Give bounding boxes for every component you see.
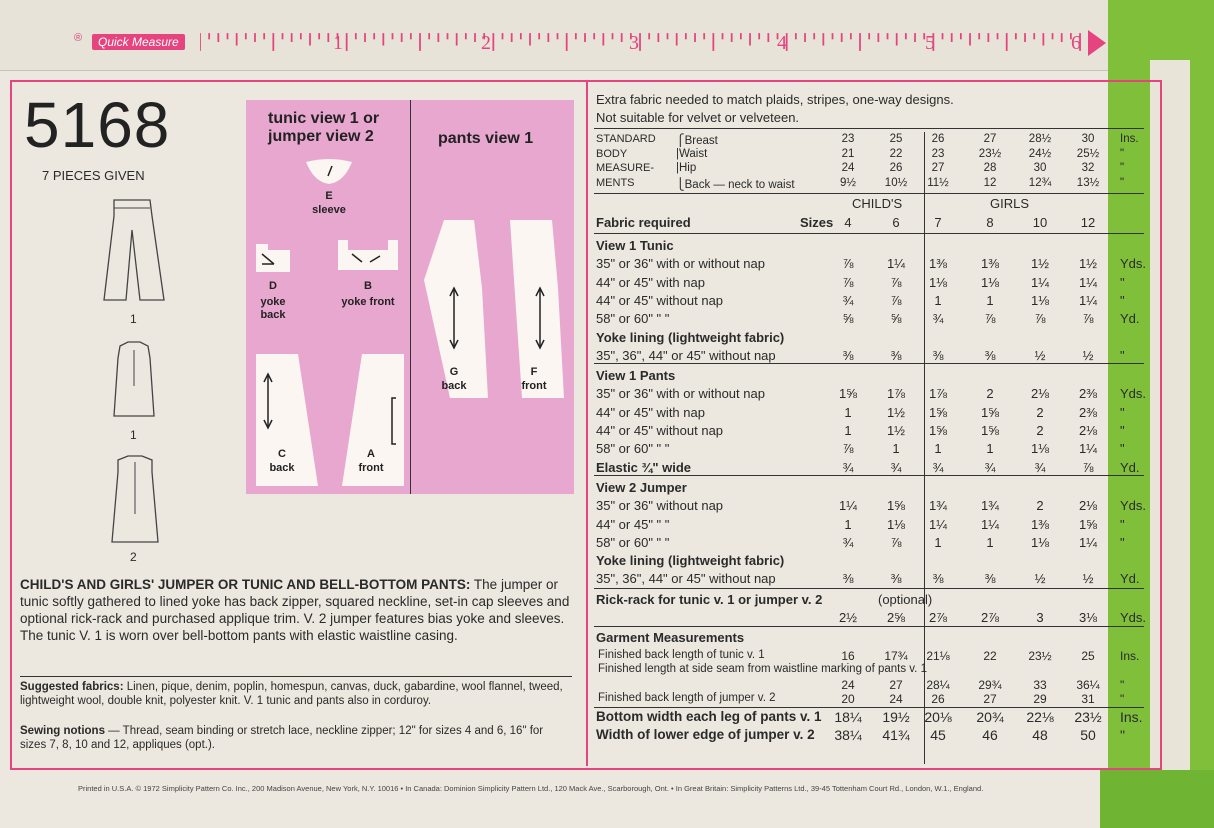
value-cell: 48 <box>1032 726 1048 743</box>
rickrack-label: Rick-rack for tunic v. 1 or jumper v. 2 <box>596 591 823 607</box>
value-cell: 28¼ <box>926 677 950 692</box>
value-cell: 2 <box>986 386 994 402</box>
value-cell: 12¾ <box>1028 176 1052 189</box>
value-cell: 7 <box>934 215 942 230</box>
value-cell: ⅜ <box>932 347 944 363</box>
value-cell: 33 <box>1033 677 1047 692</box>
row-label: 44" or 45" without nap <box>596 423 724 438</box>
green-tape-bottom <box>1100 770 1214 828</box>
value-cell: 21 <box>841 147 855 160</box>
piece-e-name: sleeve <box>312 204 346 216</box>
value-cell: 1⅝ <box>980 423 1000 438</box>
value-cell: 20 <box>841 691 855 706</box>
value-cell: 41¾ <box>882 726 910 743</box>
value-cell: 1 <box>844 404 852 420</box>
row-label: 35", 36", 44" or 45" without nap <box>596 571 776 587</box>
value-cell: 1⅛ <box>1030 534 1050 550</box>
row-label: Bottom width each leg of pants v. 1 <box>596 708 822 724</box>
view-2-jumper-sketch <box>108 454 162 546</box>
value-cell: 11½ <box>927 176 949 189</box>
value-cell: 1⅝ <box>838 386 858 402</box>
row-label: 58" or 60" " " <box>596 534 670 550</box>
section-heading: Elastic ¾" wide <box>596 459 692 475</box>
value-cell: 1 <box>934 534 942 550</box>
value-cell: 2⅜ <box>1078 386 1098 402</box>
value-cell: 27 <box>983 133 997 145</box>
value-cell: 23½ <box>1028 648 1052 663</box>
table-rule <box>594 588 1144 589</box>
body-measure-label: ⎧Breast <box>676 135 718 147</box>
value-cell: 10½ <box>884 176 908 189</box>
value-cell: 1 <box>986 534 994 550</box>
divider <box>594 128 1144 129</box>
value-cell: 1⅝ <box>886 498 906 514</box>
ruler-number: 1 <box>333 32 343 54</box>
value-cell: ⅝ <box>890 311 902 327</box>
value-cell: ½ <box>1034 347 1046 363</box>
value-cell: 1⅞ <box>886 386 906 402</box>
standard-body-label: BODY <box>596 147 628 160</box>
value-cell: 25 <box>1081 648 1095 663</box>
value-cell: ¾ <box>932 311 944 327</box>
fabric-required-label: Fabric required <box>596 215 691 230</box>
standard-body-label: STANDARD <box>596 133 656 145</box>
suggested-fabrics <box>20 680 572 708</box>
value-cell: 1½ <box>1078 256 1098 272</box>
value-cell: 1¼ <box>1078 534 1098 550</box>
value-cell: 20¾ <box>976 708 1004 725</box>
ruler-arrow-icon <box>1088 30 1106 56</box>
value-cell: 1⅛ <box>980 274 1000 290</box>
table-rule <box>594 233 1144 234</box>
value-cell: 27 <box>931 162 945 174</box>
sizes-label: Sizes <box>800 215 834 230</box>
ruler-number: 6 <box>1071 32 1081 54</box>
value-cell: 12 <box>983 176 997 189</box>
quick-measure-label: Quick Measure <box>92 34 185 50</box>
piece-d-name: yoke back <box>260 296 286 321</box>
value-cell: 1½ <box>886 423 906 438</box>
value-cell: 26 <box>931 691 945 706</box>
piece-f-name: front <box>521 380 547 392</box>
value-cell: 23 <box>841 133 855 145</box>
velvet-note: Not suitable for velvet or velveteen. <box>596 110 800 125</box>
row-label: Width of lower edge of jumper v. 2 <box>596 726 815 742</box>
garment-measurements-heading: Garment Measurements <box>596 630 745 646</box>
value-cell: ⅝ <box>842 311 854 327</box>
ruler-number: 2 <box>481 32 491 54</box>
unit-cell: " <box>1120 347 1125 363</box>
value-cell: ⅞ <box>890 274 902 290</box>
value-cell: 2⅛ <box>1078 423 1098 438</box>
value-cell: ⅞ <box>842 256 854 272</box>
sewing-notions <box>20 724 572 752</box>
value-cell: ⅜ <box>890 571 902 587</box>
piece-b-letter: B <box>364 280 372 292</box>
row-label: 35" or 36" with or without nap <box>596 386 765 402</box>
value-cell: ⅞ <box>1082 311 1094 327</box>
section-heading: Yoke lining (lightweight fabric) <box>596 553 785 569</box>
pieces-count: 7 PIECES GIVEN <box>42 168 145 183</box>
standard-body-label: MEASURE- <box>596 162 655 174</box>
piece-a-letter: A <box>367 448 375 460</box>
value-cell: ¾ <box>1034 459 1046 475</box>
pattern-number: 5168 <box>24 89 171 161</box>
value-cell: 30 <box>1033 162 1047 174</box>
unit-cell: " <box>1120 534 1125 550</box>
fabrics-text: Linen, pique, denim, poplin, homespun, canvas, duck, gabardine, wool flannel, tweed, lightweight wool, double knit, polyester knit. V. 1 tunic and pants also in corduroy. <box>20 681 563 707</box>
value-cell: 1⅞ <box>928 386 948 402</box>
value-cell: 1⅜ <box>980 256 1000 272</box>
value-cell: 1 <box>892 441 900 457</box>
row-label: 58" or 60" " " <box>596 311 670 327</box>
value-cell: 27 <box>889 677 903 692</box>
unit-cell: " <box>1120 162 1125 174</box>
value-cell: ⅜ <box>932 571 944 587</box>
value-cell: ⅞ <box>842 274 854 290</box>
value-cell: 1¼ <box>838 498 858 514</box>
value-cell: ¾ <box>842 292 854 308</box>
piece-a-name: front <box>358 462 384 474</box>
value-cell: 46 <box>982 726 998 743</box>
value-cell: 1¼ <box>1078 441 1098 457</box>
ruler-number: 3 <box>629 32 639 54</box>
unit-cell: " <box>1120 147 1125 160</box>
value-cell: ⅞ <box>842 441 854 457</box>
piece-e-letter: E <box>325 190 333 202</box>
value-cell: 36¼ <box>1076 677 1100 692</box>
view-number: 1 <box>130 428 137 442</box>
value-cell: 1 <box>934 441 942 457</box>
unit-cell: " <box>1120 176 1125 189</box>
value-cell: 4 <box>844 215 852 230</box>
piece-g-name: back <box>441 380 467 392</box>
value-cell: 1 <box>986 292 994 308</box>
value-cell: 32 <box>1081 162 1095 174</box>
piece-b-shape <box>336 236 400 272</box>
notions-text: — Thread, seam binding or stretch lace, neckline zipper; 12" for sizes 4 and 6, 16" for sizes 7, 8, 10 and 12, appliques (opt.). <box>20 725 544 751</box>
unit-cell: " <box>1120 423 1125 438</box>
description-text: The jumper or tunic softly gathered to lined yoke has back zipper, squared neckline, set-in cap sleeves and optional rick-rack and purchased applique trim. V. 2 jumper features bias yoke and sleeves. The tunic V. 1 is worn over bell-bottom pants with elastic waistline casing. <box>20 577 570 643</box>
value-cell: 3⅛ <box>1078 610 1098 625</box>
value-cell: 25 <box>889 133 903 145</box>
value-cell: ½ <box>1034 571 1046 587</box>
value-cell: 1¼ <box>1078 292 1098 308</box>
value-cell: 31 <box>1081 691 1095 706</box>
value-cell: 8 <box>986 215 994 230</box>
value-cell: 1⅛ <box>886 516 906 532</box>
table-rule <box>594 626 1144 627</box>
value-cell: 38¼ <box>834 726 862 743</box>
value-cell: ⅜ <box>984 571 996 587</box>
view-number: 1 <box>130 312 137 326</box>
value-cell: 23½ <box>978 147 1002 160</box>
piece-b-name: yoke front <box>341 296 395 308</box>
value-cell: 2⅝ <box>886 610 906 625</box>
value-cell: 1¾ <box>980 498 1000 514</box>
row-label: Finished back length of jumper v. 2 <box>598 691 776 704</box>
body-measure-label: ⎩Back — neck to waist <box>676 178 795 191</box>
row-label: 58" or 60" " " <box>596 441 670 457</box>
value-cell: 1⅝ <box>980 404 1000 420</box>
value-cell: 1 <box>934 292 942 308</box>
value-cell: ⅜ <box>842 347 854 363</box>
value-cell: ½ <box>1082 347 1094 363</box>
fabrics-label: Suggested fabrics: <box>20 681 124 693</box>
value-cell: 29 <box>1033 691 1047 706</box>
optional-label: (optional) <box>878 591 933 607</box>
value-cell: 22 <box>983 648 997 663</box>
value-cell: ⅜ <box>842 571 854 587</box>
divider <box>20 676 572 677</box>
value-cell: ⅜ <box>984 347 996 363</box>
unit-cell: " <box>1120 516 1125 532</box>
value-cell: 28½ <box>1028 133 1052 145</box>
section-heading: View 2 Jumper <box>596 479 687 495</box>
table-rule <box>594 475 1144 476</box>
value-cell: ¾ <box>890 459 902 475</box>
value-cell: ⅞ <box>1082 459 1094 475</box>
table-rule <box>594 707 1144 708</box>
unit-cell: " <box>1120 691 1125 706</box>
value-cell: 2⅛ <box>1030 386 1050 402</box>
value-cell: ⅜ <box>890 347 902 363</box>
piece-e-shape <box>304 158 354 188</box>
value-cell: 28 <box>983 162 997 174</box>
pieces-divider <box>410 100 411 494</box>
piece-c-letter: C <box>278 448 286 460</box>
value-cell: 19½ <box>882 708 910 725</box>
value-cell: 24 <box>841 162 855 174</box>
pants-title: pants view 1 <box>438 130 534 147</box>
row-label: 35" or 36" without nap <box>596 498 724 514</box>
view-1-tunic-sketch <box>110 340 158 420</box>
value-cell: ¾ <box>842 459 854 475</box>
piece-d-letter: D <box>269 280 277 292</box>
value-cell: 21⅛ <box>926 648 950 663</box>
body-measure-label: |Waist <box>676 147 708 160</box>
value-cell: 23 <box>931 147 945 160</box>
body-measure-label: |Hip <box>676 162 697 174</box>
value-cell: 1⅜ <box>928 256 948 272</box>
value-cell: ⅞ <box>984 311 996 327</box>
value-cell: 25½ <box>1076 147 1100 160</box>
unit-cell: Yd. <box>1120 459 1140 475</box>
copyright-footer: Printed in U.S.A. © 1972 Simplicity Pattern Co. Inc., 200 Madison Avenue, New York, N.Y. 10016 • In Canada: Dominion Simplicity Pattern Ltd., 120 Mack Ave., Scarborough, Ont. • In Great Britain: Simplicity Patterns Ltd., 39-45 Tottenham Court Rd., London, W.1., England. <box>78 784 984 793</box>
value-cell: ⅞ <box>890 534 902 550</box>
value-cell: 1 <box>844 516 852 532</box>
value-cell: 24½ <box>1028 147 1052 160</box>
standard-body-label: MENTS <box>596 176 635 189</box>
column-divider <box>586 80 588 766</box>
row-label: 44" or 45" with nap <box>596 274 705 290</box>
view-1-pants-sketch <box>100 196 170 304</box>
value-cell: 1 <box>844 423 852 438</box>
row-label: Finished back length of tunic v. 1 <box>598 648 765 661</box>
value-cell: 18¼ <box>834 708 862 725</box>
row-label: 44" or 45" with nap <box>596 404 705 420</box>
value-cell: 1¾ <box>928 498 948 514</box>
value-cell: 1⅝ <box>928 423 948 438</box>
value-cell: ⅞ <box>890 292 902 308</box>
value-cell: 12 <box>1080 215 1096 230</box>
value-cell: 1¼ <box>886 256 906 272</box>
unit-cell: " <box>1120 274 1125 290</box>
value-cell: 2⅛ <box>1078 498 1098 514</box>
unit-cell: " <box>1120 726 1125 743</box>
value-cell: 1 <box>986 441 994 457</box>
value-cell: 2⅞ <box>928 610 948 625</box>
value-cell: 30 <box>1081 133 1095 145</box>
value-cell: 1½ <box>1030 256 1050 272</box>
value-cell: 26 <box>889 162 903 174</box>
value-cell: 1¼ <box>1078 274 1098 290</box>
table-rule <box>594 363 1144 364</box>
section-heading: View 1 Tunic <box>596 238 674 253</box>
row-label: 44" or 45" without nap <box>596 292 724 308</box>
value-cell: 22⅛ <box>1026 708 1054 725</box>
value-cell: 1¼ <box>980 516 1000 532</box>
row-label: 35", 36", 44" or 45" without nap <box>596 347 776 363</box>
piece-g-letter: G <box>449 366 459 378</box>
value-cell: 1⅝ <box>1078 516 1098 532</box>
value-cell: 1⅝ <box>928 404 948 420</box>
value-cell: 26 <box>931 133 945 145</box>
girls-header: GIRLS <box>990 196 1030 211</box>
unit-cell: Ins. <box>1120 708 1143 725</box>
value-cell: 17¾ <box>884 648 908 663</box>
value-cell: ½ <box>1082 571 1094 587</box>
ruler-number: 5 <box>925 32 935 54</box>
section-heading: View 1 Pants <box>596 368 676 384</box>
value-cell: 2⅞ <box>980 610 1000 625</box>
unit-cell: " <box>1120 441 1125 457</box>
value-cell: 2 <box>1036 498 1044 514</box>
value-cell: ¾ <box>842 534 854 550</box>
value-cell: 27 <box>983 691 997 706</box>
value-cell: 2 <box>1036 423 1044 438</box>
unit-cell: Ins. <box>1120 133 1139 145</box>
value-cell: 1⅛ <box>1030 441 1050 457</box>
value-cell: 2 <box>1036 404 1044 420</box>
piece-d-shape <box>254 240 292 274</box>
value-cell: ⅞ <box>1034 311 1046 327</box>
value-cell: ¾ <box>932 459 944 475</box>
description-title: CHILD'S AND GIRLS' JUMPER OR TUNIC AND BELL-BOTTOM PANTS: <box>20 577 471 592</box>
value-cell: 24 <box>889 691 903 706</box>
registered-mark: ® <box>74 32 83 44</box>
pattern-description <box>20 576 572 644</box>
notions-label: Sewing notions <box>20 725 105 737</box>
value-cell: 23½ <box>1074 708 1102 725</box>
childs-header: CHILD'S <box>852 196 903 211</box>
value-cell: ¾ <box>984 459 996 475</box>
value-cell: 50 <box>1080 726 1096 743</box>
view-number: 2 <box>130 550 137 564</box>
value-cell: 1¼ <box>928 516 948 532</box>
table-rule <box>594 193 1144 194</box>
plaids-note: Extra fabric needed to match plaids, stripes, one-way designs. <box>596 92 954 107</box>
value-cell: 9½ <box>840 176 856 189</box>
value-cell: 10 <box>1032 215 1048 230</box>
value-cell: 16 <box>841 648 855 663</box>
value-cell: 2⅜ <box>1078 404 1098 420</box>
value-cell: 24 <box>841 677 855 692</box>
unit-cell: Yds. <box>1120 386 1147 402</box>
unit-cell: Yds. <box>1120 498 1147 514</box>
unit-cell: " <box>1120 292 1125 308</box>
unit-cell: " <box>1120 404 1125 420</box>
value-cell: 1⅛ <box>928 274 948 290</box>
value-cell: 22 <box>889 147 903 160</box>
value-cell: 1⅜ <box>1030 516 1050 532</box>
row-label: 44" or 45" " " <box>596 516 670 532</box>
row-label: 35" or 36" with or without nap <box>596 256 765 272</box>
unit-cell: " <box>1120 677 1125 692</box>
value-cell: 2½ <box>838 610 858 625</box>
value-cell: 1⅛ <box>1030 292 1050 308</box>
unit-cell: Yd. <box>1120 311 1140 327</box>
value-cell: 1¼ <box>1030 274 1050 290</box>
unit-cell: Yds. <box>1120 256 1147 272</box>
value-cell: 3 <box>1036 610 1044 625</box>
unit-cell: Yd. <box>1120 571 1140 587</box>
piece-c-name: back <box>269 462 295 474</box>
piece-f-letter: F <box>530 366 538 378</box>
row-label: Finished length at side seam from waistline marking of pants v. 1 <box>598 662 927 675</box>
unit-cell: Ins. <box>1120 648 1140 663</box>
ruler-number: 4 <box>777 32 787 54</box>
section-heading: Yoke lining (lightweight fabric) <box>596 329 785 345</box>
value-cell: 1½ <box>886 404 906 420</box>
value-cell: 20⅛ <box>924 708 952 725</box>
tunic-jumper-title: tunic view 1 or jumper view 2 <box>268 110 380 145</box>
value-cell: 6 <box>892 215 900 230</box>
value-cell: 45 <box>930 726 946 743</box>
value-cell: 29¾ <box>978 677 1002 692</box>
unit-cell: Yds. <box>1120 610 1147 625</box>
value-cell: 13½ <box>1076 176 1100 189</box>
